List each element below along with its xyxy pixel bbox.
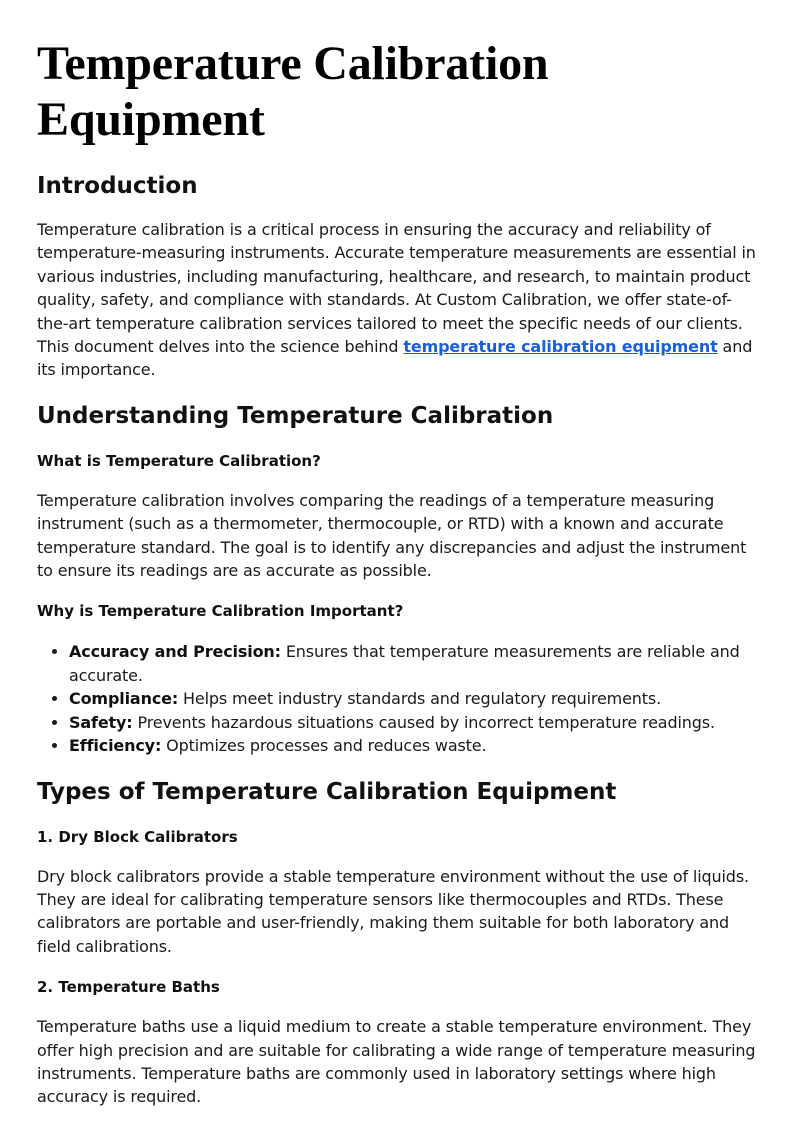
temperature-calibration-equipment-link[interactable]: temperature calibration equipment — [403, 337, 718, 357]
list-item-term: Accuracy and Precision: — [69, 642, 281, 662]
list-item — [69, 734, 757, 757]
page-title: Temperature Calibration Equipment — [37, 37, 549, 146]
importance-list — [37, 640, 757, 757]
list-item-term: Safety: — [69, 712, 133, 732]
what-is-heading: What is Temperature Calibration? — [37, 451, 321, 470]
temperature-baths-heading: 2. Temperature Baths — [37, 978, 220, 997]
list-item — [69, 711, 757, 734]
dry-block-paragraph: Dry block calibrators provide a stable temperature environment without the use of liquids. They are ideal for calibrating temperature sensors like thermocouples and RTDs. These calibrators are portable and user-friendly, making them suitable for both laboratory and field calibrations. — [37, 866, 749, 956]
introduction-text-after-link: and its importance. — [37, 337, 753, 380]
temperature-baths-paragraph: Temperature baths use a liquid medium to create a stable temperature environment. They offer high precision and are suitable for calibrating a wide range of temperature measuring instruments. Temperature baths are commonly used in laboratory settings where high accuracy is required. — [37, 1017, 756, 1107]
why-important-heading: Why is Temperature Calibration Important? — [37, 602, 404, 621]
list-item-term: Efficiency: — [69, 736, 162, 756]
list-item-term: Compliance: — [69, 689, 179, 709]
introduction-text-before-link: Temperature calibration is a critical process in ensuring the accuracy and reliability of temperature-measuring instruments. Accurate temperature measurements are essential in various industries, including manufacturing, healthcare, and research, to maintain product quality, safety, and compliance with standards. At Custom Calibration, we offer state-of-the-art temperature calibration services tailored to meet the specific needs of our clients. This document delves into the science behind — [37, 220, 756, 357]
list-item-text: Helps meet industry standards and regulatory requirements. — [178, 689, 662, 709]
types-heading: Types of Temperature Calibration Equipment — [37, 778, 617, 805]
list-item — [69, 687, 757, 710]
list-item — [69, 640, 757, 687]
dry-block-heading: 1. Dry Block Calibrators — [37, 827, 238, 846]
what-is-paragraph: Temperature calibration involves comparing the readings of a temperature measuring instrument (such as a thermometer, thermocouple, or RTD) with a known and accurate temperature standard. The goal is to identify any discrepancies and adjust the instrument to ensure its readings are as accurate as possible. — [37, 490, 747, 581]
understanding-heading: Understanding Temperature Calibration — [37, 402, 554, 429]
introduction-paragraph — [37, 218, 757, 382]
list-item-text: Optimizes processes and reduces waste. — [161, 736, 487, 756]
list-item-text: Prevents hazardous situations caused by incorrect temperature readings. — [132, 712, 715, 732]
list-item-text: Ensures that temperature measurements are reliable and accurate. — [69, 642, 740, 685]
introduction-heading: Introduction — [37, 173, 198, 199]
